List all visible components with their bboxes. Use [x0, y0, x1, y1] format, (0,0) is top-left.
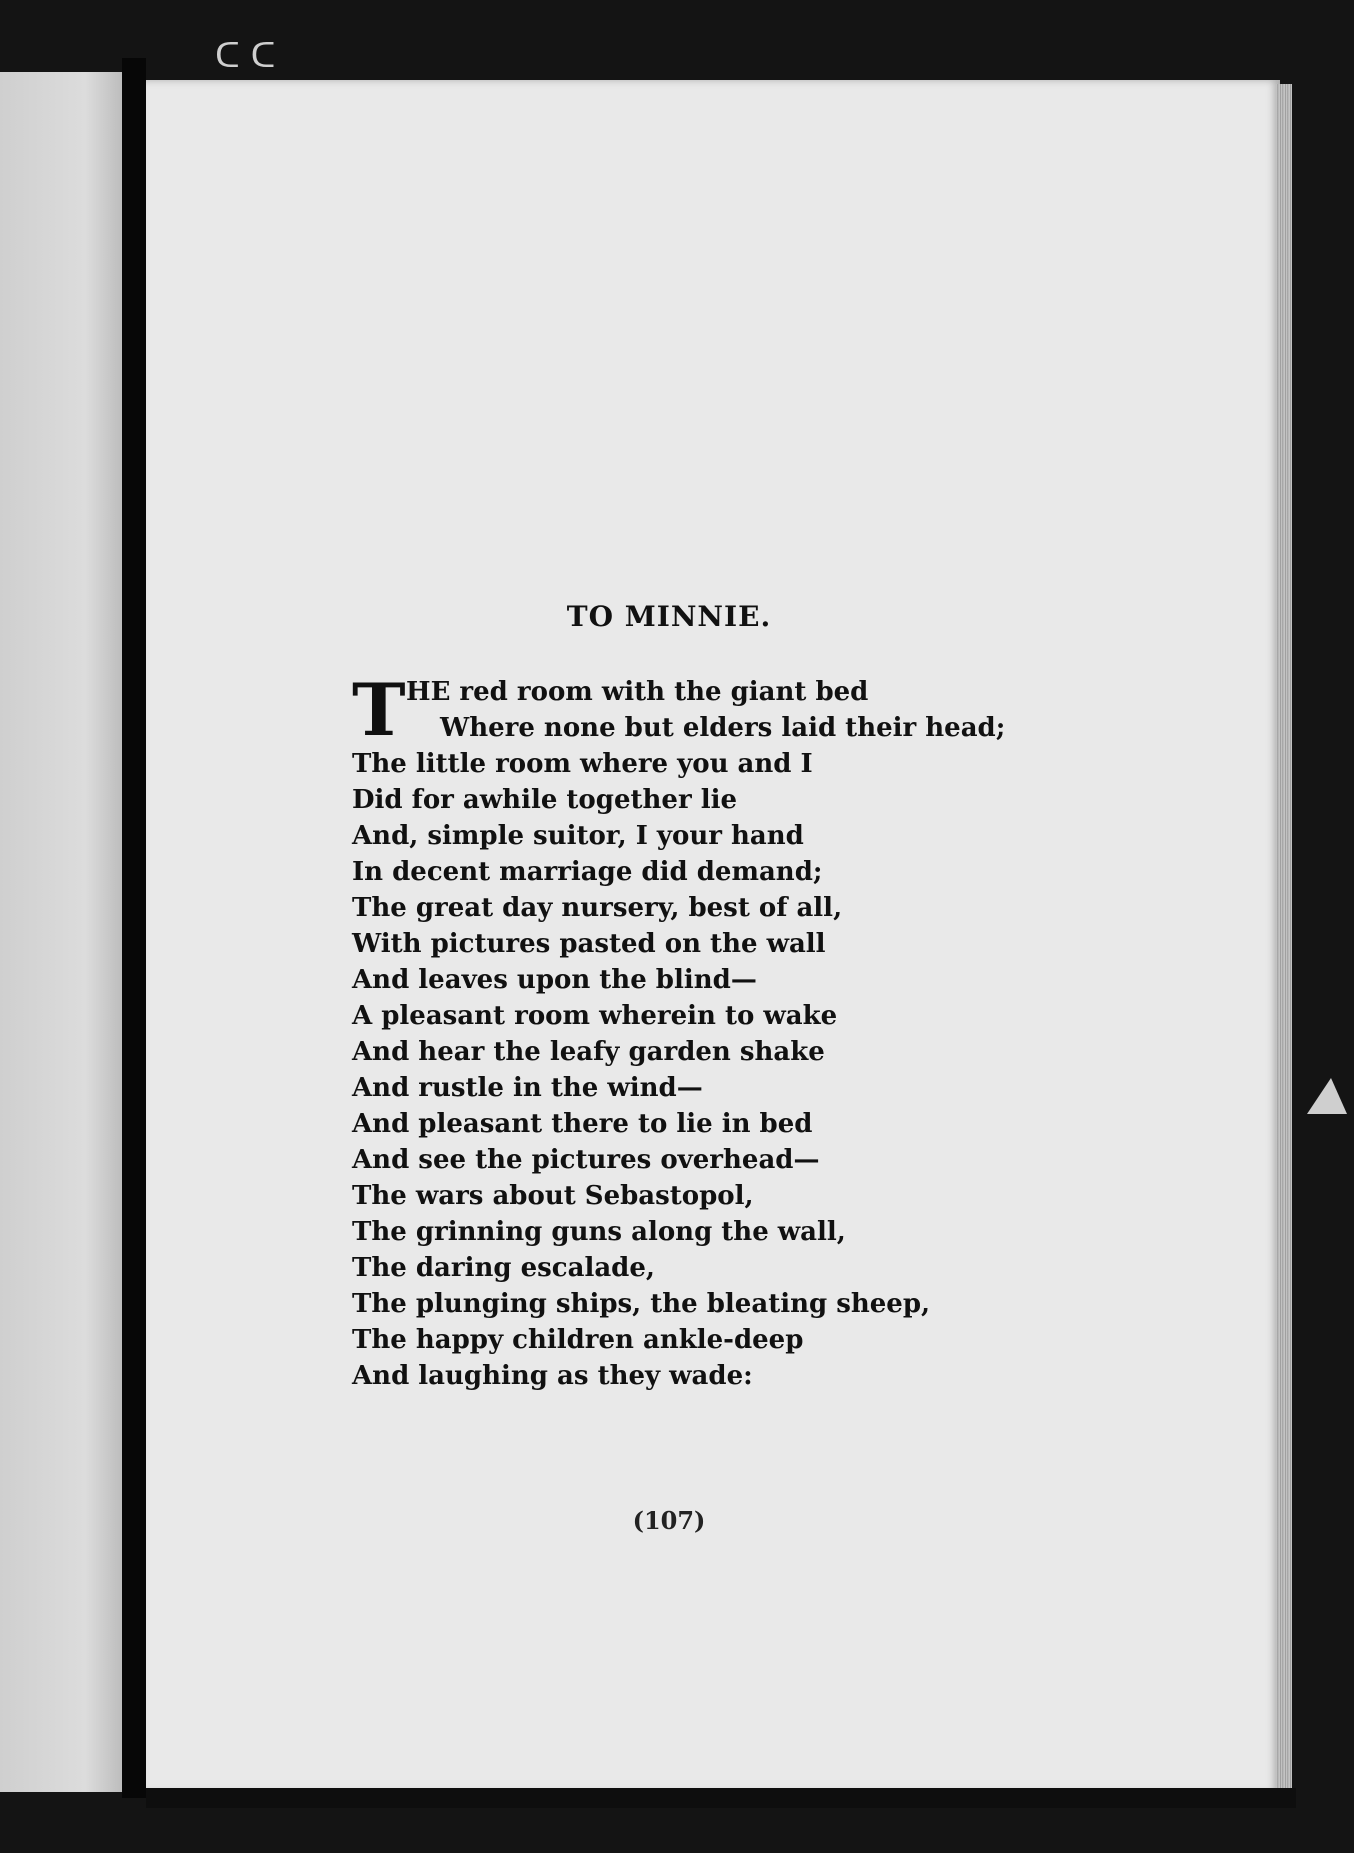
- poem-line-3: The little room where you and I: [352, 749, 813, 779]
- poem-line-14: And see the pictures overhead—: [352, 1145, 820, 1175]
- poem-body: [352, 667, 1072, 1394]
- drop-cap: T: [352, 667, 406, 752]
- poem-line-5: And, simple suitor, I your hand: [352, 821, 804, 851]
- page-number: (107): [632, 1506, 706, 1535]
- top-edge-marks: ᑕ ᑕ: [215, 36, 276, 76]
- right-edge-tab: [1307, 1078, 1347, 1114]
- poem-line-11: And hear the leafy garden shake: [352, 1037, 825, 1067]
- page-edge: [1276, 84, 1292, 1790]
- poem-line-17: The daring escalade,: [352, 1253, 655, 1283]
- poem-line-7: The great day nursery, best of all,: [352, 893, 843, 923]
- poem-line-12: And rustle in the wind—: [352, 1073, 703, 1103]
- poem-line-19: The happy children ankle-deep: [352, 1325, 804, 1355]
- book-gutter: [122, 58, 146, 1798]
- poem-line-1: HE red room with the giant bed: [406, 677, 869, 707]
- poem-line-10: A pleasant room wherein to wake: [352, 1001, 838, 1031]
- poem-line-13: And pleasant there to lie in bed: [352, 1109, 813, 1139]
- poem-line-18: The plunging ships, the bleating sheep,: [352, 1289, 931, 1319]
- poem-line-6: In decent marriage did demand;: [352, 857, 823, 887]
- poem-line-4: Did for awhile together lie: [352, 785, 737, 815]
- bottom-shadow: [146, 1788, 1296, 1808]
- poem-line-20: And laughing as they wade:: [352, 1361, 753, 1391]
- poem-line-16: The grinning guns along the wall,: [352, 1217, 846, 1247]
- poem-line-15: The wars about Sebastopol,: [352, 1181, 754, 1211]
- poem-line-2: Where none but elders laid their head;: [440, 713, 1006, 743]
- poem-line-8: With pictures pasted on the wall: [352, 929, 826, 959]
- poem-line-9: And leaves upon the blind—: [352, 965, 757, 995]
- poem-title: TO MINNIE.: [566, 600, 772, 633]
- left-facing-page: [0, 72, 122, 1792]
